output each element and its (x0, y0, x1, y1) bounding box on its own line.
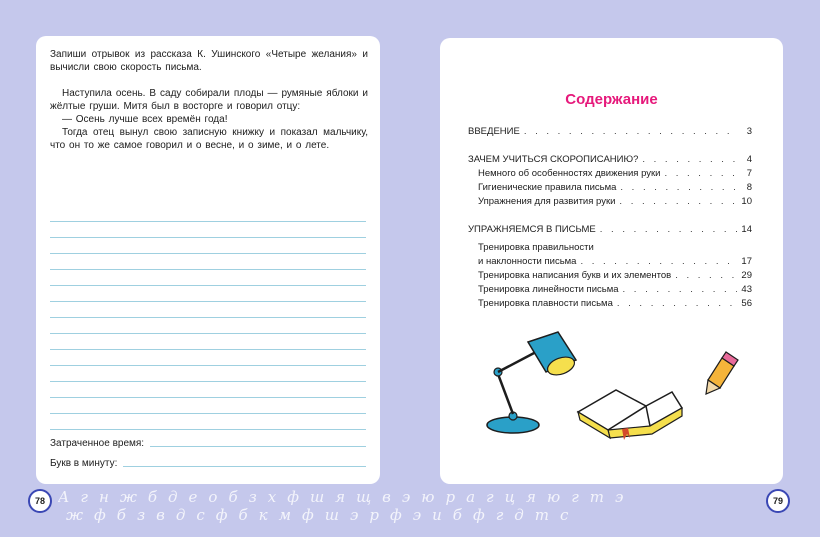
decorative-alphabet-strip (58, 488, 758, 532)
toc-entry[interactable]: Немного об особенностях движения руки . . . 7 (468, 166, 752, 180)
letters-per-minute-label: Букв в минуту: (50, 458, 118, 469)
page-number-left: 78 (28, 489, 52, 513)
desk-lamp-icon (487, 332, 577, 433)
toc-entry[interactable]: Упражнения для развития руки . . . 10 (468, 194, 752, 208)
writing-lines[interactable] (50, 221, 366, 445)
desk-illustration (476, 330, 746, 445)
time-spent-field[interactable] (50, 438, 366, 449)
toc-entry[interactable]: Гигиенические правила письма . . . 8 (468, 180, 752, 194)
page-number-right: 79 (766, 489, 790, 513)
toc-entry[interactable]: Тренировка написания букв и их элементов . . . 29 (468, 268, 752, 282)
passage-paragraph-1: Наступила осень. В саду собирали плоды — румяные яблоки и жёлтые груши. Митя был в восторге и говорил отцу: (50, 88, 368, 112)
toc-entry[interactable]: ЗАЧЕМ УЧИТЬСЯ СКОРОПИСАНИЮ? . . . 4 (468, 152, 752, 166)
letters-row-1: Агнжбдеобзхфшящвэюрагцяюгтэ (58, 488, 635, 506)
toc-entry-line[interactable]: Тренировка правильности (478, 242, 594, 253)
toc-entry[interactable]: УПРАЖНЯЕМСЯ В ПИСЬМЕ . . . 14 (468, 222, 752, 236)
toc-entry[interactable]: ВВЕДЕНИЕ . . . 3 (468, 124, 752, 138)
letters-per-minute-field[interactable] (50, 458, 366, 469)
pencil-icon (706, 352, 738, 394)
toc-entry[interactable]: Тренировка плавности письма . . . 56 (468, 296, 752, 310)
time-spent-label: Затраченное время: (50, 438, 145, 449)
contents-title: Содержание (565, 91, 658, 108)
passage-paragraph-2: — Осень лучше всех времён года! (62, 114, 228, 125)
exercise-instruction: Запиши отрывок из рассказа К. Ушинского «Четыре желания» и вычисли свою скорость письма. (50, 49, 368, 73)
toc-entry[interactable]: и наклонности письма . . . 17 (468, 254, 752, 268)
passage-paragraph-3: Тогда отец вынул свою записную книжку и показал мальчику, что он то же самое говорил и о весне, и о зиме, и о лете. (50, 127, 368, 151)
toc-entry[interactable]: Тренировка линейности письма . . . 43 (468, 282, 752, 296)
table-of-contents (468, 124, 752, 310)
letters-row-2: жфбзвдсфбкмфшэрфэибфгдтс (66, 506, 580, 524)
exercise-text (50, 48, 368, 152)
left-page (36, 36, 380, 484)
open-book-icon (578, 390, 682, 440)
